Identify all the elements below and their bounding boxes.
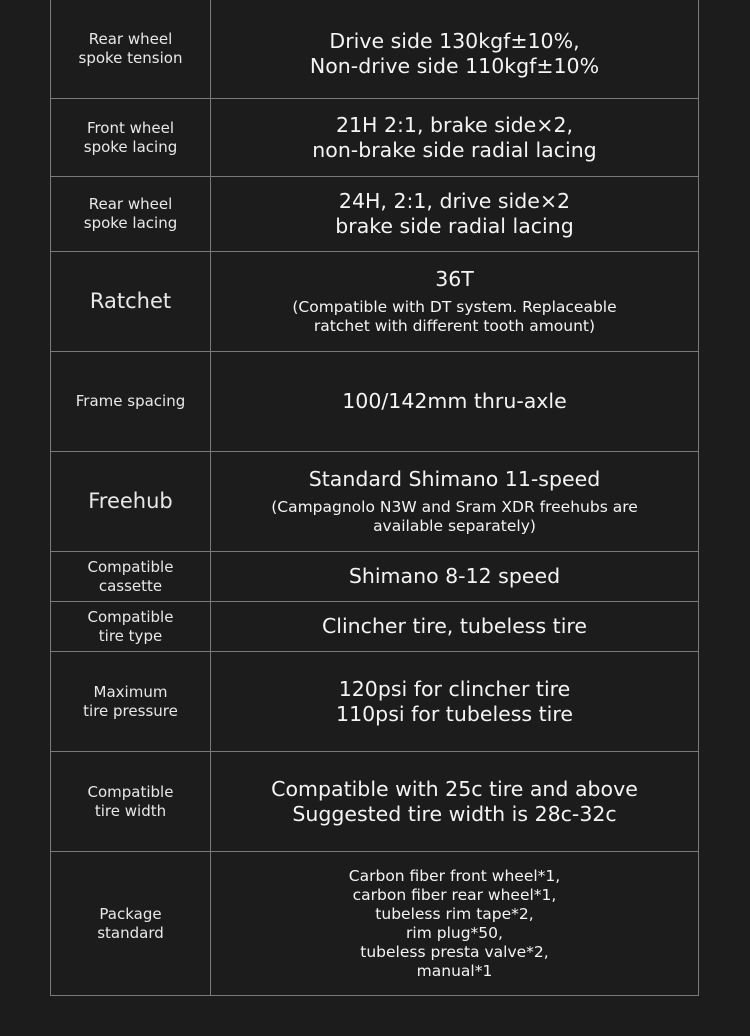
spec-value [211, 852, 699, 996]
label-line: cassette [98, 576, 163, 595]
value-line: rim plug*50, [406, 923, 503, 942]
value-line: tubeless presta valve*2, [360, 942, 549, 961]
spec-label [51, 0, 211, 99]
value-line: Clincher tire, tubeless tire [321, 614, 588, 638]
spec-label [51, 752, 211, 852]
label-line: tire width [94, 801, 167, 820]
spec-value [211, 652, 699, 752]
spec-value [211, 252, 699, 352]
spec-value [211, 752, 699, 852]
label-line: Rear wheel [88, 195, 173, 213]
table-row [51, 252, 699, 352]
label-line: Package [99, 904, 162, 923]
note-line: (Compatible with DT system. Replaceable [292, 298, 617, 316]
label-line: Compatible [87, 607, 174, 626]
label-line: Frame spacing [75, 392, 186, 410]
spec-label [51, 177, 211, 252]
value-line: non-brake side radial lacing [312, 137, 597, 162]
label-line: tire type [98, 626, 163, 645]
label-line: tire pressure [83, 701, 178, 720]
spec-label [51, 252, 211, 352]
value-line: brake side radial lacing [335, 214, 574, 238]
note-line: (Campagnolo N3W and Sram XDR freehubs are [271, 498, 638, 516]
value-line: tubeless rim tape*2, [375, 904, 534, 923]
table-row [51, 352, 699, 452]
label-line: Freehub [88, 489, 173, 513]
value-line: manual*1 [416, 961, 493, 980]
label-line: Rear wheel [88, 29, 173, 48]
note-line: ratchet with different tooth amount) [313, 317, 596, 335]
spec-label [51, 602, 211, 652]
spec-value [211, 352, 699, 452]
table-row [51, 452, 699, 552]
table-row [51, 0, 699, 99]
spec-note [211, 498, 698, 536]
spec-value [211, 452, 699, 552]
spec-label [51, 99, 211, 177]
table-row [51, 99, 699, 177]
table-row [51, 852, 699, 996]
value-line: Shimano 8-12 speed [348, 564, 561, 588]
value-line: Suggested tire width is 28c-32c [292, 801, 617, 826]
note-line: available separately) [373, 517, 536, 535]
table-row [51, 652, 699, 752]
spec-value [211, 0, 699, 99]
spec-label [51, 852, 211, 996]
label-line: Compatible [87, 557, 174, 576]
value-line: Compatible with 25c tire and above [271, 776, 638, 801]
value-line: Non-drive side 110kgf±10% [309, 53, 600, 78]
value-line: 21H 2:1, brake side×2, [335, 112, 574, 137]
label-line: standard [97, 923, 164, 942]
spec-table [50, 0, 699, 996]
value-line: 120psi for clincher tire [338, 676, 571, 701]
value-line: carbon fiber rear wheel*1, [352, 885, 557, 904]
value-line: 100/142mm thru-axle [342, 389, 567, 413]
spec-label [51, 552, 211, 602]
value-line: Carbon fiber front wheel*1, [348, 866, 561, 885]
label-line: Front wheel [86, 118, 175, 137]
value-line: 110psi for tubeless tire [336, 701, 573, 726]
spec-label [51, 352, 211, 452]
label-line: spoke lacing [83, 214, 178, 232]
label-line: spoke lacing [83, 137, 178, 156]
spec-value [211, 552, 699, 602]
spec-note [211, 298, 698, 336]
table-row [51, 602, 699, 652]
value-line: 36T [435, 267, 474, 291]
label-line: spoke tension [78, 48, 183, 67]
table-row [51, 752, 699, 852]
table-row [51, 177, 699, 252]
spec-label [51, 652, 211, 752]
spec-value [211, 99, 699, 177]
label-line: Maximum [93, 682, 168, 701]
table-row [51, 552, 699, 602]
label-line: Ratchet [89, 289, 172, 313]
value-line: Standard Shimano 11-speed [308, 467, 601, 491]
label-line: Compatible [87, 782, 174, 801]
value-line: 24H, 2:1, drive side×2 [338, 189, 571, 213]
spec-value [211, 602, 699, 652]
spec-value [211, 177, 699, 252]
spec-label [51, 452, 211, 552]
value-line: Drive side 130kgf±10%, [329, 28, 580, 53]
